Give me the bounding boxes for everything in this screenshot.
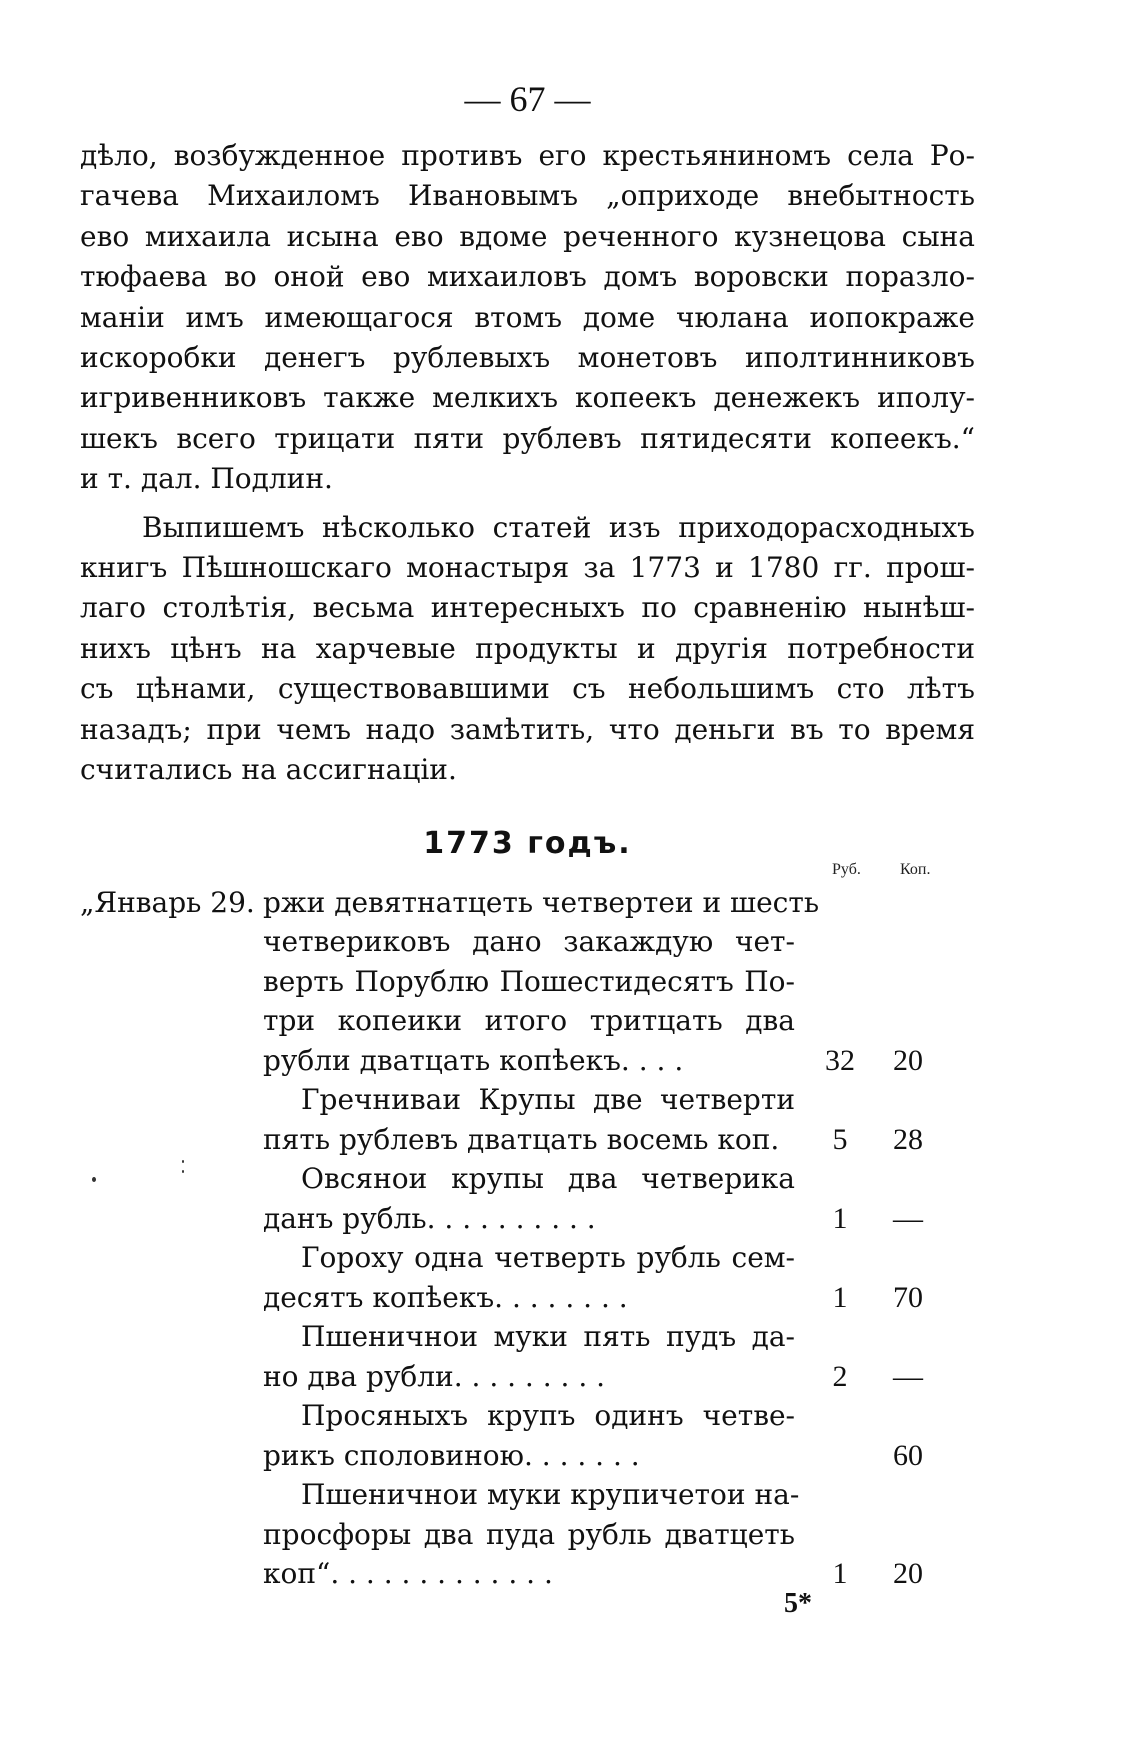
ledger-entry bbox=[80, 1080, 975, 1159]
book-page bbox=[80, 70, 975, 1594]
entry-line: пять рублевъ дватцать восемь коп. bbox=[263, 1122, 780, 1156]
entry-text bbox=[263, 1317, 795, 1396]
ledger-entry bbox=[80, 1475, 975, 1594]
paragraph-continuation bbox=[80, 136, 975, 500]
entry-line: рикъ споловиною. . . . . . . bbox=[263, 1438, 640, 1472]
entry-line: коп“. . . . . . . . . . . . . bbox=[263, 1557, 553, 1590]
text-line: считались на ассигнацiи. bbox=[80, 753, 457, 787]
text-line: съ цѣнами, существовавшими съ небольшимъ сто лѣтъ bbox=[80, 672, 975, 706]
entry-line: рубли дватцать копѣекъ. . . . bbox=[263, 1043, 684, 1077]
text-line: тюфаева во оной ево михаиловъ домъ воровски поразло- bbox=[80, 260, 975, 294]
entry-amount-kop: 70 bbox=[893, 1280, 923, 1314]
entry-amount-kop: 20 bbox=[893, 1557, 923, 1590]
entry-line: верть Порублю Пошестидесятъ По- bbox=[263, 964, 795, 998]
entry-text bbox=[263, 1080, 795, 1159]
entry-amount-kop: 20 bbox=[893, 1043, 923, 1077]
entry-amount-kop: — bbox=[893, 1359, 923, 1393]
text-line: игривенниковъ также мелкихъ копеекъ денежекъ иполу- bbox=[80, 381, 975, 415]
text-line: Выпишемъ нѣсколько статей изъ приходорасходныхъ bbox=[142, 510, 975, 544]
entry-line: просфоры два пуда рубль дватцеть bbox=[263, 1517, 795, 1551]
text-line: лаго столѣтiя, весьма интересныхъ по сравненiю нынѣш- bbox=[80, 591, 975, 625]
print-speck bbox=[182, 1170, 184, 1173]
ledger-entry bbox=[80, 1317, 975, 1396]
text-line: нихъ цѣнъ на харчевые продукты и другiя потребности bbox=[80, 631, 975, 665]
entry-text bbox=[263, 883, 820, 1081]
ledger-entry bbox=[80, 1159, 975, 1238]
entry-amount-kop: — bbox=[893, 1201, 923, 1235]
entry-amount-rub: 2 bbox=[832, 1359, 848, 1393]
print-speck bbox=[92, 1177, 96, 1182]
column-header-rub: Руб. bbox=[832, 860, 861, 878]
entry-amount-rub: 1 bbox=[832, 1557, 848, 1590]
signature-mark: 5* bbox=[784, 1588, 812, 1619]
entry-line: Гречниваи Крупы две четверти bbox=[301, 1083, 795, 1116]
text-line: книгъ Пѣшношскаго монастыря за 1773 и 1780 гг. прош- bbox=[80, 551, 975, 585]
entry-amount-rub: 1 bbox=[832, 1280, 848, 1314]
print-speck bbox=[182, 1160, 184, 1163]
entry-text bbox=[263, 1396, 795, 1475]
entry-line: Пшеничнои муки пять пудъ да- bbox=[301, 1320, 795, 1353]
entry-amount-rub: 32 bbox=[825, 1043, 855, 1077]
ledger-entry bbox=[80, 883, 975, 1081]
entry-amount-rub: 5 bbox=[832, 1122, 848, 1156]
entry-line: Гороху одна четверть рубль сем- bbox=[301, 1241, 795, 1274]
ledger bbox=[80, 883, 975, 1594]
entry-amount-kop: 60 bbox=[893, 1438, 923, 1472]
entry-line: ржи девятнатцеть четвертеи и шесть bbox=[263, 885, 820, 919]
entry-amount-rub: 1 bbox=[832, 1201, 848, 1235]
entry-line: Пшеничнои муки крупичетои на- bbox=[301, 1478, 800, 1511]
column-headers bbox=[80, 860, 975, 883]
entry-text bbox=[263, 1159, 795, 1238]
text-line: шекъ всего трицати пяти рублевъ пятидесяти копеекъ.“ bbox=[80, 421, 975, 455]
entry-text bbox=[263, 1238, 795, 1317]
entry-date: „Январь 29. bbox=[80, 885, 255, 919]
entry-line: четвериковъ дано закаждую чет- bbox=[263, 925, 795, 958]
entry-text bbox=[263, 1475, 800, 1594]
text-line: дѣло, возбужденное противъ его крестьяниномъ села Ро- bbox=[80, 139, 975, 172]
entry-amount-kop: 28 bbox=[893, 1122, 923, 1156]
entry-line: данъ рубль. . . . . . . . . . bbox=[263, 1201, 596, 1235]
ledger-entry bbox=[80, 1238, 975, 1317]
page-number: — 67 — bbox=[464, 79, 591, 119]
entry-line: но два рубли. . . . . . . . . bbox=[263, 1359, 606, 1393]
entry-line: три копеики итого тритцать два bbox=[263, 1004, 795, 1037]
text-line: назадъ; при чемъ надо замѣтить, что деньги въ то время bbox=[80, 712, 975, 746]
text-line: ево михаила исына ево вдоме реченного кузнецова сына bbox=[80, 219, 975, 253]
text-line: гачева Михаиломъ Ивановымъ „оприходе внебытность bbox=[80, 179, 975, 213]
entry-line: Просяныхъ крупъ одинъ четве- bbox=[301, 1399, 795, 1432]
year-heading: 1773 годъ. bbox=[423, 825, 632, 861]
ledger-entry bbox=[80, 1396, 975, 1475]
text-line: и т. дал. Подлин. bbox=[80, 462, 333, 496]
text-line: искоробки денегъ рублевыхъ монетовъ иполтинниковъ bbox=[80, 341, 975, 375]
text-line: манiи имъ имеющагося втомъ доме чюлана иопокраже bbox=[80, 300, 975, 334]
column-header-kop: Коп. bbox=[900, 860, 931, 878]
entry-line: десятъ копѣекъ. . . . . . . . bbox=[263, 1280, 628, 1314]
entry-line: Овсянои крупы два четверика bbox=[301, 1162, 795, 1195]
paragraph-intro bbox=[80, 508, 975, 791]
